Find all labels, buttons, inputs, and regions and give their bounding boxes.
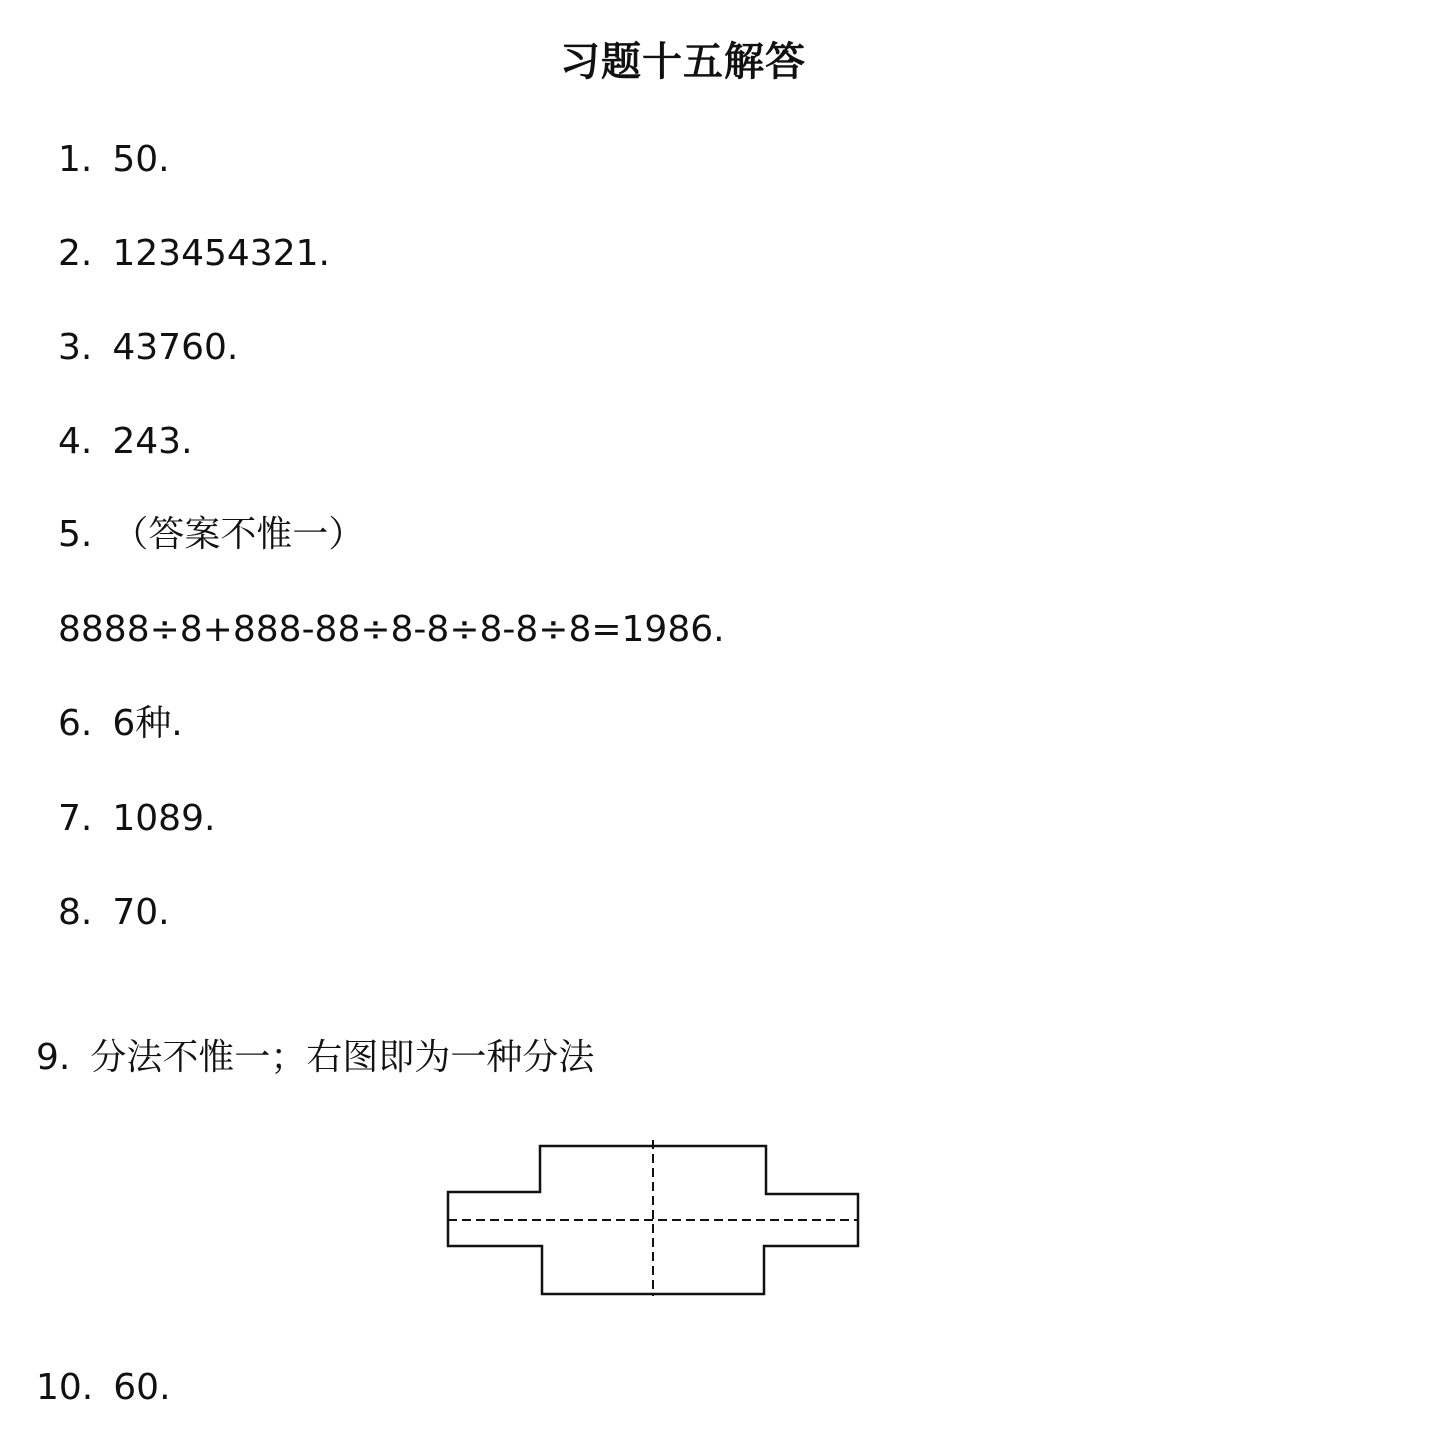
answer-number: 9. xyxy=(36,1037,71,1078)
answer-text: 243. xyxy=(112,421,193,462)
answer-number: 5. xyxy=(58,514,93,555)
answer-5 xyxy=(58,513,364,557)
answer-text: 43760. xyxy=(112,327,239,368)
page-title: 习题十五解答 xyxy=(560,38,806,85)
answer-3 xyxy=(58,326,238,370)
answer-9 xyxy=(36,1036,594,1080)
answer-text: 50. xyxy=(112,139,170,180)
division-figure xyxy=(440,1140,866,1304)
answer-text: 123454321. xyxy=(112,233,330,274)
answer-1 xyxy=(58,138,170,182)
answer-number: 4. xyxy=(58,421,93,462)
answer-number: 1. xyxy=(58,139,93,180)
answer-text: （答案不惟一） xyxy=(112,514,365,555)
answer-6 xyxy=(58,702,183,746)
answer-4 xyxy=(58,420,193,464)
answer-number: 7. xyxy=(58,798,93,839)
answer-text: 1089. xyxy=(112,798,216,839)
answer-7 xyxy=(58,797,215,841)
answer-number: 6. xyxy=(58,703,93,744)
answer-number: 8. xyxy=(58,892,93,933)
answer-number: 3. xyxy=(58,327,93,368)
equation-text: 8888÷8+888-88÷8-8÷8-8÷8=1986. xyxy=(58,609,725,650)
answer-text: 6种. xyxy=(112,703,183,744)
answer-5-equation xyxy=(58,608,725,652)
answer-text: 70. xyxy=(112,892,170,933)
answer-2 xyxy=(58,232,330,276)
answer-8 xyxy=(58,891,170,935)
answer-10 xyxy=(36,1366,171,1410)
answer-text: 60. xyxy=(113,1367,171,1408)
answer-number: 2. xyxy=(58,233,93,274)
answer-text: 分法不惟一；右图即为一种分法 xyxy=(90,1037,595,1078)
answer-number: 10. xyxy=(36,1367,94,1408)
